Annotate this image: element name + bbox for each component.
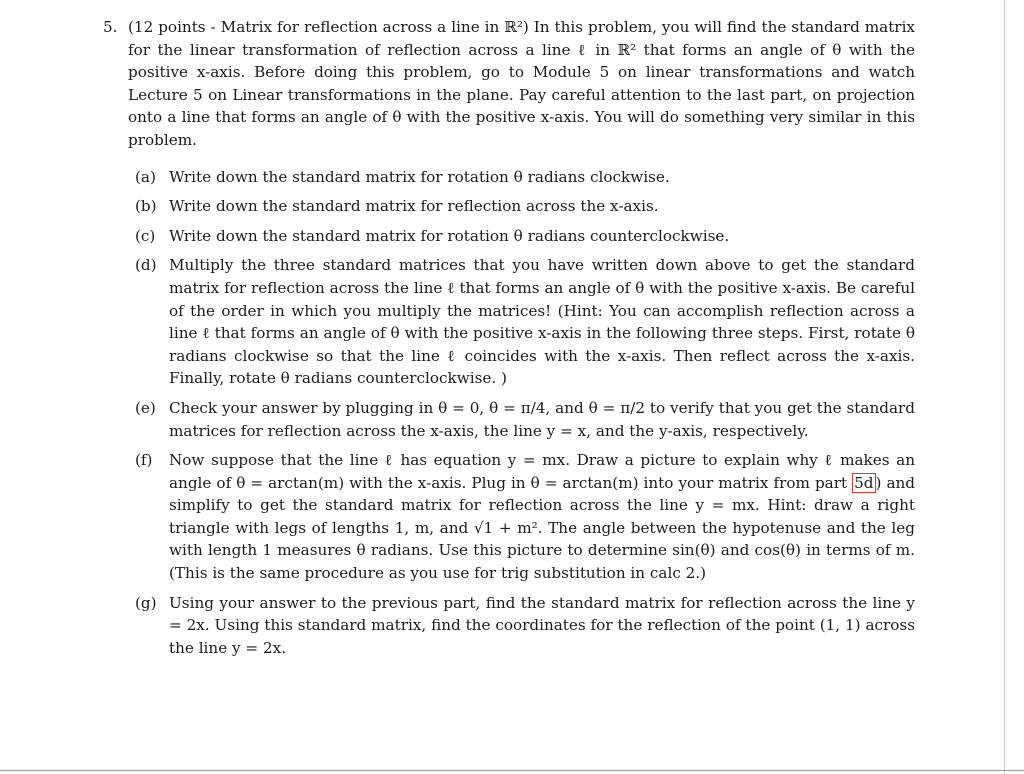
part-text: Write down the standard matrix for reflection across the x-axis. xyxy=(169,197,659,216)
part-text: Write down the standard matrix for rotation θ radians clockwise. xyxy=(169,167,670,186)
part-text: Multiply the three standard matrices that you have written down above to get the standard matrix for reflection across the line ℓ that forms an angle of θ with the positive x-axis. Be careful of the order in which you multiply the matrices! (Hint: You can accomplish reflection across a line ℓ that forms an angle of θ with the positive x-axis in the following three steps. First, rotate θ radians clockwise so that the line ℓ coincides with the x-axis. Then reflect across the x-axis. Finally, rotate θ radians counterclockwise. ) xyxy=(169,256,915,388)
part-b xyxy=(133,195,915,218)
part-label: (e) xyxy=(135,398,156,417)
part-text-before: Now suppose that the line ℓ has equation y = mx. Draw a picture to explain why ℓ makes an angle of θ = arctan(m) with the x-axis. Plug in θ = arctan(m) into your matrix from part xyxy=(169,451,915,492)
part-label: (f) xyxy=(135,451,153,470)
problem-number: 5. xyxy=(103,18,118,36)
part-label: (c) xyxy=(135,226,156,245)
part-e xyxy=(133,397,915,442)
page-bottom-edge xyxy=(0,770,1024,771)
problem-5 xyxy=(103,16,915,666)
part-label: (a) xyxy=(135,167,156,186)
parts-list xyxy=(133,166,915,660)
part-a xyxy=(133,166,915,189)
part-text xyxy=(169,449,915,585)
part-f xyxy=(133,449,915,585)
part-d xyxy=(133,254,915,390)
part-label: (b) xyxy=(135,197,157,216)
problem-statement: (12 points - Matrix for reflection across a line in ℝ²) In this problem, you will find the standard matrix for the linear transformation of reflection across a line ℓ in ℝ² that forms an angle of θ with the positive x-axis. Before doing this problem, go to Module 5 on linear transformations and watch Lecture 5 on Linear transformations in the plane. Pay careful attention to the last part, on projection onto a line that forms an angle of θ with the positive x-axis. You will do something very similar in this problem. xyxy=(128,18,915,149)
page-right-edge xyxy=(1004,0,1005,774)
part-g xyxy=(133,592,915,660)
part-reference-link[interactable]: 5d xyxy=(854,473,874,492)
part-text-after: ) and simplify to get the standard matrix for reflection across the line y = mx. Hint: draw a right triangle with legs of lengths 1, m, and √1 + m². The angle between the hypotenuse and the leg with length 1 measures θ radians. Use this picture to determine sin(θ) and cos(θ) in terms of m. (This is the same procedure as you use for trig substitution in calc 2.) xyxy=(169,473,916,583)
part-label: (d) xyxy=(135,256,157,275)
part-label: (g) xyxy=(135,593,157,612)
part-text: Write down the standard matrix for rotation θ radians counterclockwise. xyxy=(169,226,730,245)
part-text: Using your answer to the previous part, find the standard matrix for reflection across the line y = 2x. Using this standard matrix, find the coordinates for the reflection of the point (1, 1) across the line y = 2x. xyxy=(169,593,915,657)
problem-header xyxy=(103,16,915,152)
part-c xyxy=(133,225,915,248)
part-text: Check your answer by plugging in θ = 0, θ = π/4, and θ = π/2 to verify that you get the standard matrices for reflection across the x-axis, the line y = x, and the y-axis, respectively. xyxy=(169,398,915,440)
